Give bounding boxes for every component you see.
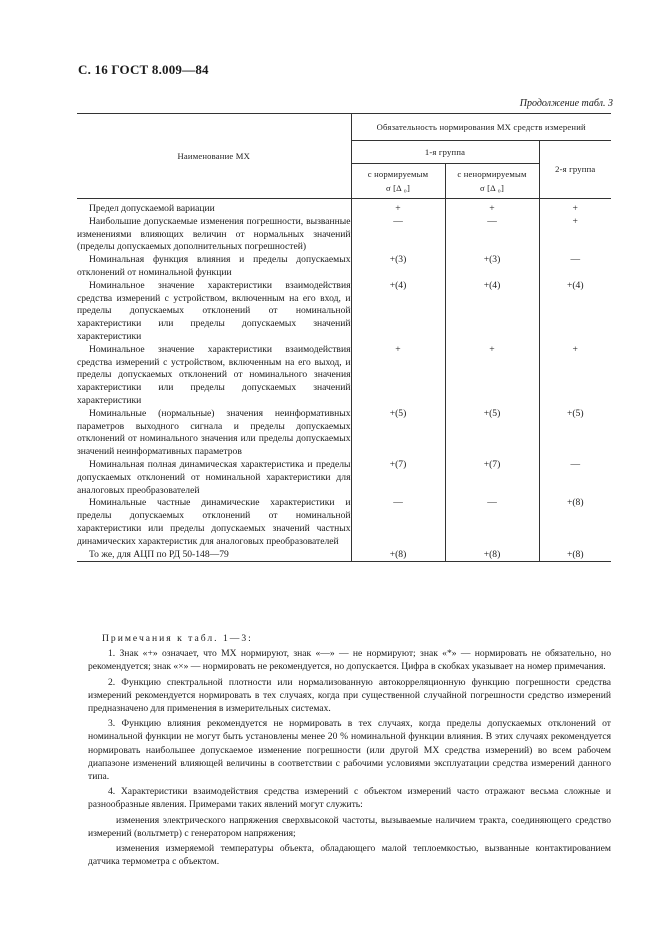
- row-value-non-normalized: —: [445, 497, 539, 548]
- row-value-non-normalized: +(8): [445, 549, 539, 562]
- column-header-obligation: Обязательность нормирования МХ средств измерений: [351, 114, 611, 141]
- row-name: Номинальное значение характеристики взаимодействия средства измерений с устройством, включенным на его выход, и пределы допускаемых отклонений от номинального значения характеристики или пределы допускаемых значений характеристики: [77, 343, 351, 406]
- row-value-normalized: —: [351, 497, 445, 548]
- row-value-group-2: +: [572, 215, 578, 227]
- row-value-non-normalized: +: [445, 199, 539, 216]
- row-name: Номинальная полная динамическая характеристика и пределы допускаемых отклонений от номинальной характеристики для аналоговых преобразователей: [77, 458, 351, 496]
- table-row: [77, 497, 611, 548]
- row-value-non-normalized: +(3): [445, 254, 539, 280]
- note-paragraph: 1. Знак «+» означает, что МХ нормируют, знак «—» — не нормируют; знак «*» — нормировать не обязательно, но рекомендуется; знак «×» — нормировать не рекомендуется, но допускается. Цифра в скобках указывает на номер примечания.: [88, 648, 611, 673]
- row-value-normalized: +: [351, 199, 445, 216]
- note-paragraph: изменения электрического напряжения сверхвысокой частоты, вызываемые наличием тракта, соединяющего средство измерений (вольтметр) с генератором напряжения;: [88, 814, 611, 839]
- row-value-normalized: +: [351, 344, 445, 408]
- row-value-normalized: +(8): [351, 549, 445, 562]
- row-value-normalized: +(3): [351, 254, 445, 280]
- table-row: [77, 199, 611, 216]
- row-name: Наибольшие допускаемые изменения погрешности, вызванные изменениями влияющих величин от нормальных значений (пределы допускаемых дополнительных погрешностей): [77, 215, 351, 253]
- note-paragraph: изменения измеряемой температуры объекта, обладающего малой теплоемкостью, вызванные контактированием датчика термометра с объектом.: [88, 843, 611, 868]
- table-row: [77, 344, 611, 408]
- row-value-non-normalized: —: [445, 216, 539, 254]
- note-paragraph: 3. Функцию влияния рекомендуется не нормировать в тех случаях, когда пределы допускаемых отклонений от номинальной функции не могут быть установлены менее 20 % номинальной функции влияния. В этих случаях рекомендуется нормировать наибольшее допускаемое изменение погрешности (или другой МХ средства измерений) во всем рабочем диапазоне изменений влияющей величины в соответствии с рабочими условиями эксплуатации средства измерений данного типа.: [88, 718, 611, 783]
- row-name: Предел допускаемой вариации: [89, 203, 215, 214]
- table-row: [77, 216, 611, 254]
- column-header-name: Наименование МХ: [77, 114, 351, 199]
- normalized-label: с нормируемым: [367, 169, 429, 179]
- row-value-normalized: +(4): [351, 280, 445, 344]
- row-value-non-normalized: +: [445, 344, 539, 408]
- row-value-group-2: +(8): [566, 497, 584, 509]
- column-header-group-1: 1-я группа: [351, 141, 539, 164]
- table-row: [77, 408, 611, 459]
- notes-title: Примечания к табл. 1—3:: [102, 633, 253, 644]
- row-value-group-2: +(4): [566, 279, 584, 291]
- normalized-symbol: σ [Δ ₀]: [385, 183, 411, 193]
- row-name: Номинальные частные динамические характеристики и пределы допускаемых отклонений от номинальной характеристики или пределы допускаемых значений частных динамических характеристик для аналоговых преобразователей: [77, 497, 351, 547]
- row-value-group-2: +: [572, 203, 578, 214]
- column-header-normalized: [351, 164, 445, 199]
- row-name: Номинальные (нормальные) значения неинформативных параметров выходного сигнала и пределы допускаемых отклонений от номинального значения или пределы допускаемых значений неинформативных параметров: [77, 407, 351, 458]
- row-name: То же, для АЦП по РД 50-148—79: [89, 548, 229, 560]
- row-value-group-2: +(8): [539, 549, 611, 562]
- column-header-non-normalized: [445, 164, 539, 199]
- row-value-normalized: +(7): [351, 459, 445, 497]
- note-paragraph: 4. Характеристики взаимодействия средства измерений с объектом измерений часто отражают весьма сложные и разнообразные явления. Примерами таких явлений могут служить:: [88, 786, 611, 811]
- non-normalized-symbol: σ [Δ ₀]: [479, 183, 505, 193]
- row-value-normalized: —: [351, 216, 445, 254]
- table-row: [77, 549, 611, 562]
- row-value-group-2: —: [570, 254, 581, 266]
- table-row: [77, 280, 611, 344]
- row-value-non-normalized: +(4): [445, 280, 539, 344]
- non-normalized-label: с ненормируемым: [457, 169, 527, 179]
- row-value-normalized: +(5): [351, 408, 445, 459]
- table-row: [77, 254, 611, 280]
- row-value-non-normalized: +(7): [445, 459, 539, 497]
- table-notes: [88, 632, 611, 870]
- note-paragraph: 2. Функцию спектральной плотности или нормализованную автокорреляционную функцию погрешности средства измерений рекомендуется нормировать в тех случаях, когда при существенной случайной погрешности средство измерений предназначено для применения в измерительных системах.: [88, 676, 611, 715]
- requirements-table: [77, 113, 611, 562]
- row-name: Номинальное значение характеристики взаимодействия средства измерений с устройством, включенным на его вход, и пределы допускаемых отклонений от номинальной характеристики или пределы допускаемых значений характеристики: [77, 279, 351, 342]
- column-header-group-2: 2-я группа: [539, 141, 611, 199]
- row-value-group-2: +(5): [566, 407, 584, 419]
- row-value-group-2: —: [570, 458, 581, 470]
- table-continuation-label: Продолжение табл. 3: [519, 98, 613, 109]
- row-value-group-2: +: [572, 343, 578, 355]
- row-value-non-normalized: +(5): [445, 408, 539, 459]
- table-row: [77, 459, 611, 497]
- page-header: С. 16 ГОСТ 8.009—84: [78, 62, 209, 77]
- row-name: Номинальная функция влияния и пределы допускаемых отклонений от номинальной функции: [77, 254, 351, 278]
